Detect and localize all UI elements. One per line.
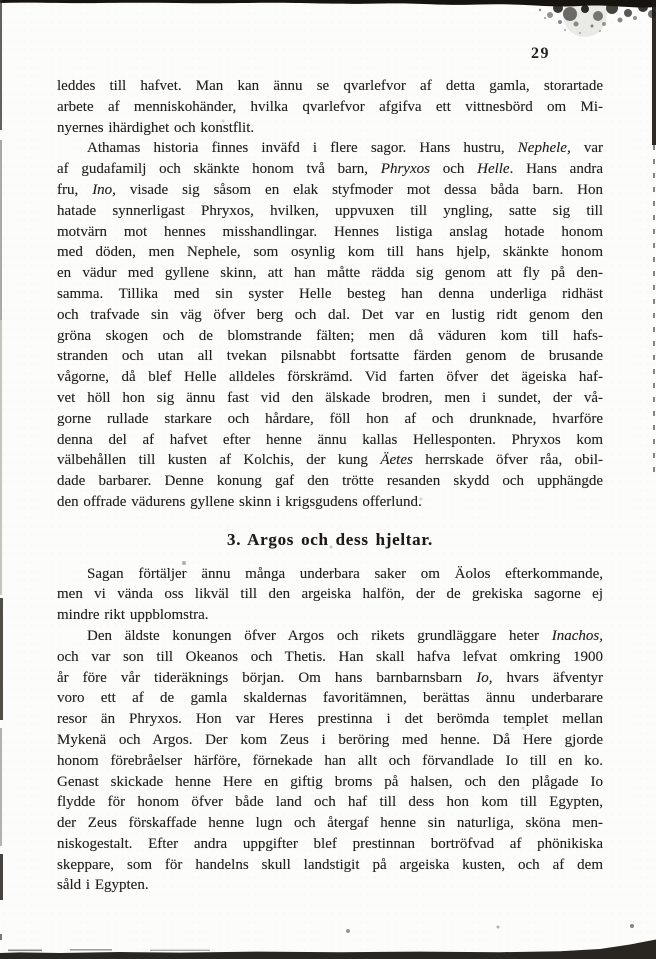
paragraph: [57, 138, 603, 512]
text-line: skeppare, som för handelns skull landstigit på argeiska kusten, och af dem: [57, 856, 603, 873]
text-line: arbete af menniskohänder, hvilka qvarlefvor afgifva ett vittnesbörd om Mi-: [57, 98, 603, 115]
text-line: välbehållen till kusten af Kolchis, der kung Äetes herrskade öfver råa, obil-: [57, 452, 603, 469]
text-line: voro ett af de gamla skaldernas favoritämnen, berättas ännu underbarare: [57, 690, 603, 707]
italic-name: Io,: [476, 669, 493, 686]
paragraph: [57, 76, 603, 138]
scan-edge-right: [653, 145, 655, 475]
text-line: och var son till Okeanos och Thetis. Han skall hafva lefvat omkring 1900: [57, 648, 603, 665]
text-line: och trafvade sin väg öfver berg och dal. Det var en lustig ridt genom den: [57, 306, 603, 323]
text-line: mindre rikt uppblomstra.: [57, 607, 209, 624]
text-line: gorne rullade starkare och hårdare, föll hon af och drunknade, hvarföre: [57, 410, 603, 427]
italic-name: Äetes: [380, 452, 413, 469]
paragraph: [57, 564, 603, 626]
scan-edge-left: [0, 140, 2, 320]
text-line: der Zeus förskaffade henne lugn och återgaf henne sin naturliga, sköna men-: [57, 815, 603, 832]
text-line: men vi vända oss likväl till den argeiska halfön, der de grekiska sagorne ej: [57, 586, 603, 603]
scan-edge-left: [0, 728, 2, 846]
text-line: af gudafamilj och skänkte honom två barn, Phryxos och Helle. Hans andra: [57, 161, 603, 178]
text-line: honom förebråelser härföre, förnekade han allt och förvandlade Io till en ko.: [57, 752, 603, 769]
text-line: resor än Phryxos. Hon var Heres prestinna i det berömda templet mellan: [57, 711, 603, 728]
scan-edge-left: [0, 854, 3, 900]
italic-name: Helle: [477, 161, 510, 178]
text-line: dade barbarer. Denne konung gaf den trötte resanden skydd och upphängde: [57, 473, 603, 490]
text-line: nyernes ihärdighet och konstflit.: [57, 119, 255, 136]
page-number: 29: [531, 45, 550, 62]
text-line: denna del af hafvet efter henne ännu kallas Hellesponten. Phryxos kom: [57, 431, 603, 448]
italic-name: Ino,: [92, 181, 116, 198]
text-line: leddes till hafvet. Man kan ännu se qvarlefvor af detta gamla, storartade: [57, 78, 603, 94]
text-line: vet höll hon sig ännu fast vid den älskade brodren, men i sundet, der vå-: [57, 389, 603, 406]
text-line: flydde för honom öfver både land och haf till dess hon kom till Egypten,: [57, 794, 603, 811]
scan-edge-left: [0, 0, 2, 130]
scan-edge-left: [0, 934, 2, 940]
text-line: vågorne, då blef Helle alldeles förskrämd. Vid farten öfver det ägeiska haf-: [57, 369, 603, 386]
scan-edge-right: [652, 0, 656, 145]
text-line: såld i Egypten.: [57, 877, 149, 894]
text-line: hatade synnerligast Phryxos, hvilken, uppvuxen till yngling, satte sig till: [57, 202, 603, 219]
text-line: fru, Ino, visade sig såsom en elak styfmoder mot dessa båda barn. Hon: [57, 181, 603, 198]
text-line: med döden, men Nephele, som osynlig kom till hans hjelp, skänkte honom: [57, 244, 603, 261]
text-line: den offrade vädurens gyllene skinn i krigsgudens offerlund.: [57, 493, 422, 510]
text-line: Athamas historia finnes inväfd i flere sagor. Hans hustru, Nephele, var: [87, 140, 604, 157]
scan-band-bottom: [0, 931, 656, 959]
italic-name: Phryxos: [380, 161, 430, 178]
text-line: niskogestalt. Efter andra uppgifter blef prestinnan bortröfvad af phönikiska: [57, 835, 603, 852]
scan-speckles: [0, 0, 2, 2]
italic-name: Nephele,: [517, 140, 571, 157]
text-line: motvärn mot hennes misshandlingar. Hennes listiga anslag hotade honom: [57, 223, 603, 240]
italic-name: Inachos,: [551, 627, 603, 644]
text-line: en vädur med gyllene skinn, att han måtte rädda sig genom att fly på den-: [57, 265, 603, 282]
text-line: stranden och utan all tvekan pilsnabbt fortsatte färden genom de brusande: [57, 348, 603, 365]
scan-stain-top: [0, 0, 656, 40]
text-line: Sagan förtäljer ännu många underbara saker om Äolos efterkommande,: [87, 565, 603, 582]
text-line: Mykenä och Argos. Der kom Zeus i beröring med henne. Då Here gjorde: [57, 731, 603, 748]
scan-edge-left: [0, 320, 2, 595]
text-line: Genast skickade henne Here en giftig broms på halsen, och den plågade Io: [57, 773, 603, 790]
text-line: Den äldste konungen öfver Argos och rikets grundläggare heter Inachos,: [87, 627, 603, 644]
section-heading: 3. Argos och dess hjeltar.: [227, 529, 433, 549]
text-line: år före vår tideräknings början. Om hans barnbarnsbarn Io, hvars äfventyr: [57, 669, 603, 686]
scan-edge-left: [0, 598, 3, 720]
paragraph: [57, 626, 603, 896]
text-block: [57, 76, 603, 896]
text-line: samma. Tillika med sin syster Helle besteg han denna underliga ridhäst: [57, 285, 603, 302]
text-line: gröna skogen och de blomstrande fälten; men då väduren kom till hafs-: [57, 327, 603, 344]
